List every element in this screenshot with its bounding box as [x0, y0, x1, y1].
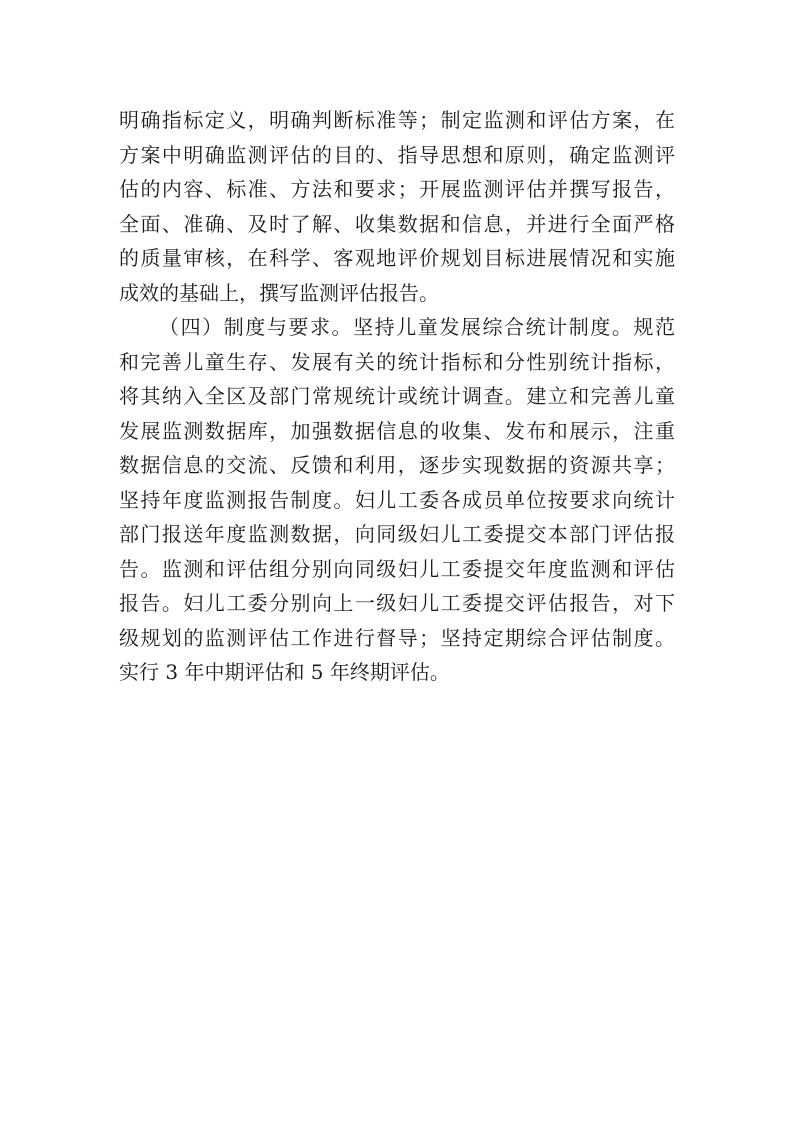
- text-line: 和完善儿童生存、发展有关的统计指标和分性别统计指标，: [119, 349, 675, 374]
- text-line: 数据信息的交流、反馈和利用，逐步实现数据的资源共享；: [119, 453, 675, 477]
- text-line: 告。监测和评估组分别向同级妇儿工委提交年度监测和评估: [119, 556, 675, 581]
- text-line: 估的内容、标准、方法和要求；开展监测评估并撰写报告，: [119, 177, 675, 201]
- section-heading-line: （四）制度与要求。坚持儿童发展综合统计制度。规范: [159, 315, 675, 339]
- text-line: 成效的基础上，撰写监测评估报告。: [119, 280, 439, 305]
- text-line: 坚持年度监测报告制度。妇儿工委各成员单位按要求向统计: [119, 487, 675, 512]
- text-line: 级规划的监测评估工作进行督导；坚持定期综合评估制度。: [119, 625, 675, 650]
- text-line: 实行 3 年中期评估和 5 年终期评估。: [119, 660, 450, 684]
- text-line: 报告。妇儿工委分别向上一级妇儿工委提交评估报告，对下: [119, 591, 675, 615]
- text-line: 将其纳入全区及部门常规统计或统计调查。建立和完善儿童: [119, 384, 675, 408]
- text-line: 全面、准确、及时了解、收集数据和信息，并进行全面严格: [119, 211, 675, 236]
- text-line: 明确指标定义，明确判断标准等；制定监测和评估方案，在: [119, 108, 675, 132]
- text-line: 发展监测数据库，加强数据信息的收集、发布和展示，注重: [119, 418, 675, 443]
- text-line: 方案中明确监测评估的目的、指导思想和原则，确定监测评: [119, 142, 675, 167]
- body-text: [119, 103, 675, 690]
- text-line: 的质量审核，在科学、客观地评价规划目标进展情况和实施: [119, 246, 675, 270]
- text-line: 部门报送年度监测数据，向同级妇儿工委提交本部门评估报: [119, 522, 675, 546]
